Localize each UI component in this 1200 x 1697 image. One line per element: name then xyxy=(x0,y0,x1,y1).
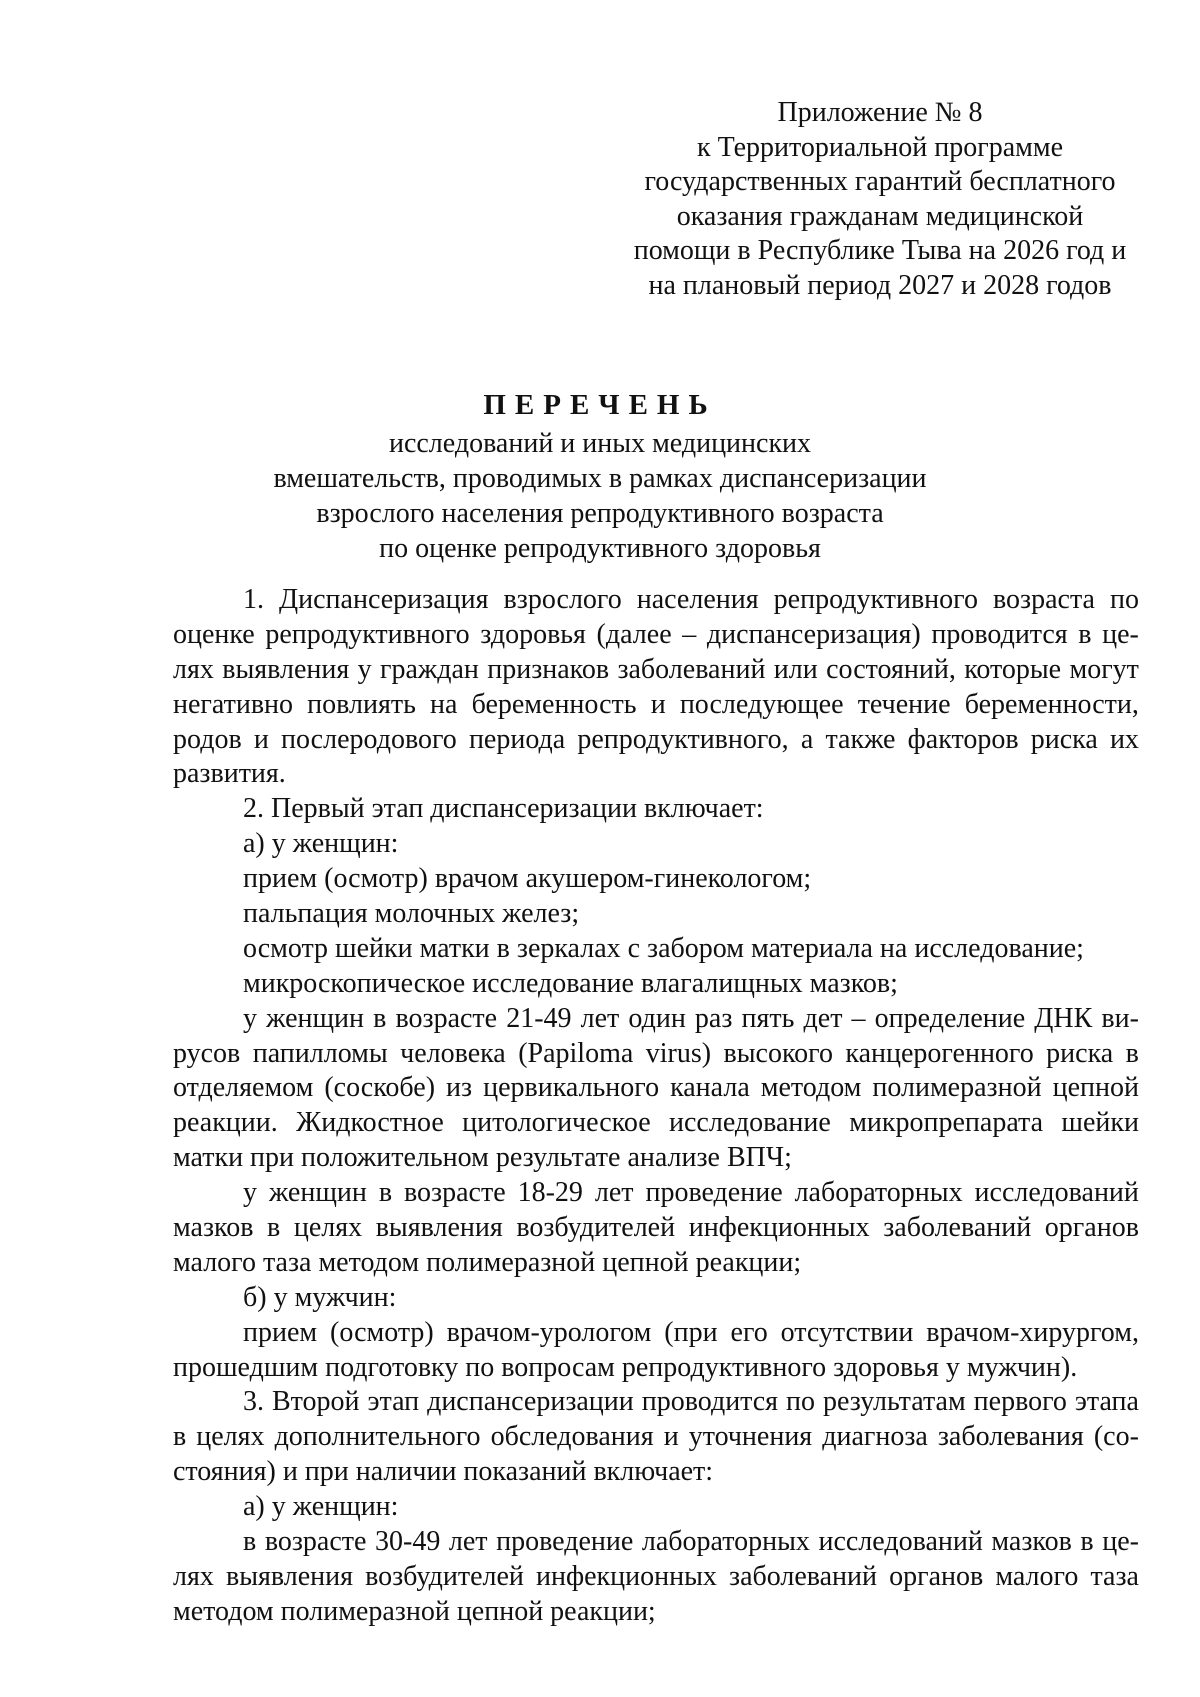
body-word: заболеваний xyxy=(883,1212,1032,1244)
body-line xyxy=(173,1037,1139,1072)
body-word: течение xyxy=(857,688,951,720)
body-word: один xyxy=(628,1002,686,1034)
body-word: проведение xyxy=(496,1526,634,1558)
body-word: органов xyxy=(1044,1212,1139,1244)
body-word: ви- xyxy=(1101,1002,1139,1034)
appendix-line: Приложение № 8 xyxy=(777,97,983,128)
body-word: женщин xyxy=(268,1177,367,1209)
body-word: Второй xyxy=(271,1386,360,1418)
body-line xyxy=(173,688,1139,723)
body-line: б) у мужчин: xyxy=(243,1281,397,1313)
body-word: возрасте xyxy=(264,1526,367,1558)
body-word: проводится xyxy=(641,1386,779,1418)
body-word: населения xyxy=(636,584,759,615)
body-word: лабораторных xyxy=(641,1526,810,1558)
body-word: цитологическое xyxy=(462,1107,651,1139)
body-word: 1. xyxy=(243,584,264,615)
body-word: возбудителей xyxy=(365,1560,524,1592)
body-word: (осмотр) xyxy=(330,1316,434,1348)
body-word: отсутствии xyxy=(780,1316,914,1348)
body-word: малого xyxy=(995,1560,1079,1592)
body-word: 18-29 xyxy=(517,1177,583,1209)
body-word: у xyxy=(357,653,372,685)
body-word: в xyxy=(243,1526,257,1558)
body-word: репродуктивного, xyxy=(577,723,789,755)
body-word: человека xyxy=(400,1037,506,1069)
body-word: в xyxy=(1078,618,1092,650)
body-word: уточнения xyxy=(688,1421,813,1453)
body-word: повлиять xyxy=(307,688,416,720)
subtitle-line: взрослого населения репродуктивного возраста xyxy=(316,498,884,529)
body-line xyxy=(173,1420,1139,1455)
body-line: 2. Первый этап диспансеризации включает: xyxy=(243,793,764,825)
body-word: реакции. xyxy=(173,1107,278,1139)
body-line xyxy=(173,723,1139,758)
body-word: заболеваний xyxy=(617,653,766,685)
appendix-line: оказания гражданам медицинской xyxy=(676,200,1084,232)
body-word: (далее xyxy=(596,618,672,650)
body-word: выявления xyxy=(222,653,350,685)
body-word: цепной xyxy=(1052,1072,1139,1104)
body-word: Жидкостное xyxy=(296,1107,444,1139)
body-line xyxy=(173,1106,1139,1141)
body-line: методом полимеразной цепной реакции; xyxy=(173,1595,656,1627)
appendix-line: к Территориальной программе xyxy=(696,131,1064,163)
body-word: беременность xyxy=(471,688,637,720)
body-word: мазков xyxy=(991,1526,1072,1558)
body-word: мазков xyxy=(173,1212,254,1244)
document-title: ПЕРЕЧЕНЬ xyxy=(483,389,717,421)
body-word: исследование xyxy=(669,1107,831,1139)
body-word: органов xyxy=(889,1560,984,1592)
body-word: диагноза xyxy=(822,1421,928,1453)
body-line: микроскопическое исследование влагалищных мазков; xyxy=(243,967,898,999)
body-word: це- xyxy=(1102,1526,1139,1558)
body-word: раз xyxy=(694,1002,733,1034)
appendix-line: государственных гарантий бесплатного xyxy=(644,166,1116,198)
body-word: Диспансеризация xyxy=(279,584,489,615)
body-word: также xyxy=(825,723,896,755)
body-word: полимеразной xyxy=(872,1072,1042,1104)
body-word: обследования xyxy=(490,1421,654,1453)
body-line xyxy=(173,1176,1139,1211)
body-word: в xyxy=(173,1421,187,1453)
body-word: диспансеризации xyxy=(427,1386,634,1418)
body-word: це- xyxy=(1102,618,1139,650)
body-word: выявления xyxy=(225,1560,353,1592)
body-word: врачом-урологом xyxy=(446,1316,652,1348)
body-word: возбудителей xyxy=(516,1212,676,1244)
body-line: осмотр шейки матки в зеркалах с забором материала на исследование; xyxy=(243,932,1084,964)
body-word: лях xyxy=(173,1560,214,1592)
body-word: – xyxy=(682,618,697,650)
body-word: репродуктивного xyxy=(265,618,470,650)
body-word: в xyxy=(378,1177,393,1209)
body-word: исследований xyxy=(974,1177,1139,1209)
body-word: цервикального xyxy=(483,1072,660,1104)
body-word: отделяемом xyxy=(173,1072,314,1104)
body-line xyxy=(173,653,1139,688)
document-subtitle xyxy=(200,426,1000,566)
body-word: канала xyxy=(670,1072,750,1104)
appendix-line: на плановый период 2027 и 2028 годов xyxy=(648,269,1112,301)
body-line: развития. xyxy=(173,758,286,790)
body-word: шейки xyxy=(1061,1107,1139,1139)
body-word: 30-49 xyxy=(375,1526,441,1558)
body-word: лабораторных xyxy=(794,1177,963,1209)
body-word: и xyxy=(663,1421,679,1453)
appendix-header xyxy=(620,96,1140,304)
body-word: методом xyxy=(760,1072,862,1104)
body-line xyxy=(173,1071,1139,1106)
body-word: целях xyxy=(293,1212,363,1244)
body-word: (Papiloma xyxy=(518,1037,634,1069)
body-word: факторов xyxy=(907,723,1019,755)
body-word: заболевания xyxy=(937,1421,1084,1453)
body-word: у xyxy=(243,1177,257,1209)
body-word: его xyxy=(730,1316,768,1348)
body-word: инфекционных xyxy=(688,1212,870,1244)
body-word: репродуктивного xyxy=(773,584,978,615)
body-line xyxy=(173,1211,1139,1246)
body-word: папилломы xyxy=(252,1037,388,1069)
body-line xyxy=(173,1525,1139,1560)
body-word: риска xyxy=(1030,723,1098,755)
body-word: определение xyxy=(874,1002,1026,1034)
body-word: возрасте xyxy=(395,1002,498,1034)
body-word: (соскобе) xyxy=(324,1072,436,1104)
body-word: микропрепарата xyxy=(849,1107,1044,1139)
body-word: таза xyxy=(1090,1560,1139,1592)
appendix-line: помощи в Республике Тыва на 2026 год и xyxy=(633,235,1127,267)
body-word: последующее xyxy=(679,688,844,720)
body-word: взрослого xyxy=(503,584,622,615)
body-word: оценке xyxy=(173,618,255,650)
document-body xyxy=(173,583,1139,1630)
body-word: в xyxy=(1080,1526,1094,1558)
body-word: лет xyxy=(594,1177,634,1209)
body-word: состояний, xyxy=(826,653,956,685)
body-word: врачом-хирургом, xyxy=(926,1316,1139,1348)
subtitle-line: по оценке репродуктивного здоровья xyxy=(379,533,821,564)
body-word: и xyxy=(253,723,269,755)
body-word: их xyxy=(1109,723,1139,755)
body-line xyxy=(173,618,1139,653)
body-word: прием xyxy=(243,1316,318,1348)
body-line: а) у женщин: xyxy=(243,828,399,860)
body-word: лет xyxy=(580,1002,620,1034)
subtitle-line: исследований и иных медицинских xyxy=(388,428,812,459)
body-word: (со- xyxy=(1093,1421,1139,1453)
body-word: дет xyxy=(803,1002,843,1034)
body-word: женщин xyxy=(266,1002,365,1034)
body-word: (при xyxy=(664,1316,718,1348)
body-word: дополнительного xyxy=(274,1421,481,1453)
body-line: а) у женщин: xyxy=(243,1491,399,1523)
body-word: заболеваний xyxy=(729,1560,878,1592)
body-line xyxy=(173,1385,1139,1420)
body-line: прошедшим подготовку по вопросам репродуктивного здоровья у мужчин). xyxy=(173,1351,1078,1383)
body-line: пальпация молочных желез; xyxy=(243,898,580,930)
body-word: в xyxy=(373,1002,387,1034)
body-word: по xyxy=(1110,584,1139,615)
body-word: которые xyxy=(964,653,1062,685)
body-word: в xyxy=(267,1212,281,1244)
body-word: по xyxy=(786,1386,816,1418)
body-word: риска xyxy=(1046,1037,1114,1069)
body-word: признаков xyxy=(487,653,610,685)
body-word: возраста xyxy=(993,584,1095,615)
body-word: из xyxy=(446,1072,473,1104)
body-word: русов xyxy=(173,1037,241,1069)
body-word: лях xyxy=(173,653,214,685)
body-word: этап xyxy=(367,1386,420,1418)
body-word: первого xyxy=(973,1386,1067,1418)
body-word: граждан xyxy=(379,653,479,685)
body-word: в xyxy=(1125,1037,1139,1069)
body-line: стояния) и при наличии показаний включает: xyxy=(173,1456,714,1488)
body-word: проведение xyxy=(645,1177,783,1209)
body-word: родов xyxy=(173,723,242,755)
body-word: инфекционных xyxy=(536,1560,717,1592)
body-word: высокого xyxy=(723,1037,833,1069)
subtitle-line: вмешательств, проводимых в рамках диспансеризации xyxy=(273,463,927,494)
body-word: пять xyxy=(741,1002,795,1034)
body-word: негативно xyxy=(173,688,294,720)
body-word: проводится xyxy=(931,618,1068,650)
body-word: послеродового xyxy=(281,723,457,755)
body-word: исследований xyxy=(818,1526,983,1558)
body-word: целях xyxy=(196,1421,265,1453)
body-word: могут xyxy=(1069,653,1139,685)
body-line xyxy=(173,1002,1139,1037)
body-word: этапа xyxy=(1074,1386,1139,1418)
body-word: здоровья xyxy=(480,618,586,650)
body-line: прием (осмотр) врачом акушером-гинекологом; xyxy=(243,863,812,895)
body-word: беременности, xyxy=(964,688,1139,720)
title-block xyxy=(200,388,1000,566)
body-word: выявления xyxy=(375,1212,503,1244)
body-word: лет xyxy=(448,1526,488,1558)
body-word: диспансеризация) xyxy=(706,618,921,650)
body-word: на xyxy=(430,688,458,720)
body-line xyxy=(173,1316,1139,1351)
body-word: периода xyxy=(468,723,566,755)
body-word: канцерогенного xyxy=(845,1037,1034,1069)
body-word: virus) xyxy=(645,1037,712,1069)
body-word: – xyxy=(851,1002,866,1034)
body-word: результатам xyxy=(822,1386,966,1418)
body-line xyxy=(173,583,1139,618)
body-line xyxy=(173,1560,1139,1595)
body-word: 21-49 xyxy=(506,1002,572,1034)
body-word: а xyxy=(800,723,814,755)
body-word: 3. xyxy=(243,1386,264,1418)
body-word: или xyxy=(773,653,818,685)
body-word: и xyxy=(650,688,666,720)
body-line: малого таза методом полимеразной цепной реакции; xyxy=(173,1246,802,1278)
body-line: матки при положительном результате анализе ВПЧ; xyxy=(173,1142,792,1174)
body-word: возрасте xyxy=(404,1177,506,1209)
body-word: у xyxy=(243,1002,257,1034)
body-word: ДНК xyxy=(1034,1002,1093,1034)
